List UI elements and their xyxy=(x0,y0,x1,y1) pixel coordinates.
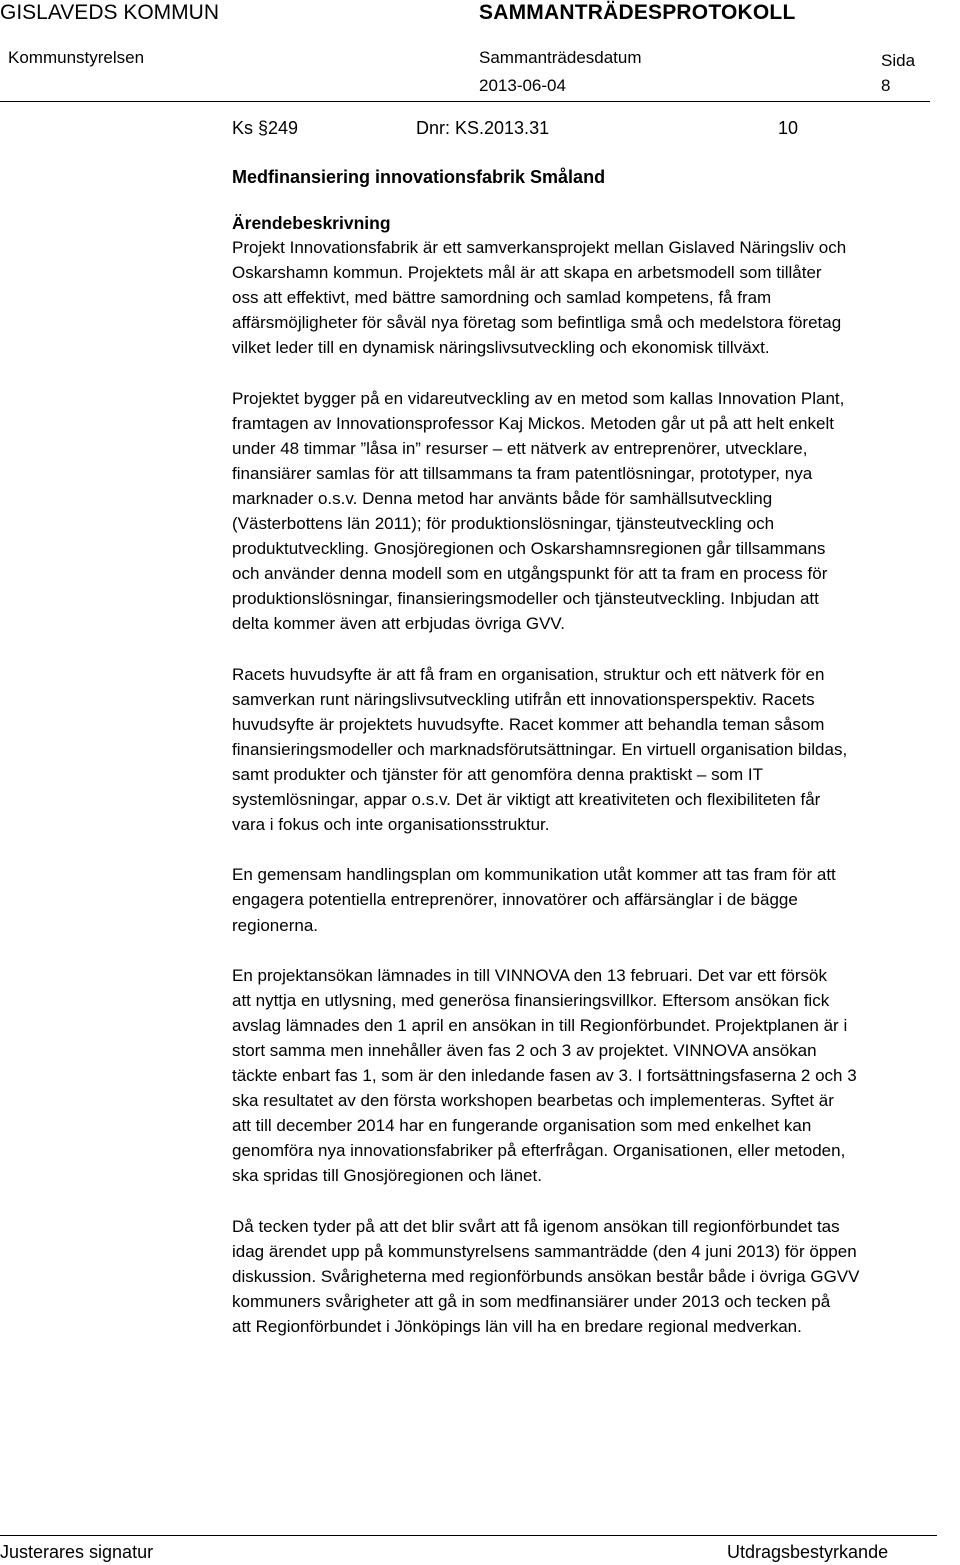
paragraph-line: idag ärendet upp på kommunstyrelsens sammanträdde (den 4 juni 2013) för öppen xyxy=(232,1241,857,1261)
meeting-date-label: Sammanträdesdatum xyxy=(479,48,642,67)
paragraph-line: framtagen av Innovationsprofessor Kaj Mickos. Metoden går ut på att helt enkelt xyxy=(232,413,834,433)
paragraph-line: finansiärer samlas för att tillsammans ta fram patentlösningar, prototyper, nya xyxy=(232,463,813,483)
paragraph-line: (Västerbottens län 2011); för produktionslösningar, tjänsteutveckling och xyxy=(232,514,775,534)
certification-label: Utdragsbestyrkande xyxy=(727,1542,889,1562)
body-paragraph xyxy=(232,963,960,1189)
page-label: Sida xyxy=(881,51,916,70)
paragraph-line: kommuners svårigheter att gå in som medfinansiärer under 2013 och tecken på xyxy=(232,1291,831,1311)
paragraph-line: En gemensam handlingsplan om kommunikation utåt kommer att tas fram för att xyxy=(232,865,836,885)
footer-divider xyxy=(0,1535,937,1536)
case-title: Medfinansiering innovationsfabrik Småland xyxy=(232,167,606,187)
paragraph-line: vara i fokus och inte organisationsstruktur. xyxy=(232,815,550,835)
page-number: 8 xyxy=(881,76,891,95)
paragraph-line: Oskarshamn kommun. Projektets mål är att skapa en arbetsmodell som tillåter xyxy=(232,263,822,283)
paragraph-line: Då tecken tyder på att det blir svårt att få igenom ansökan till regionförbundet tas xyxy=(232,1216,840,1236)
paragraph-line: ska spridas till Gnosjöregionen och länet. xyxy=(232,1166,542,1186)
paragraph-line: diskussion. Svårigheterna med regionförbunds ansökan består både i övriga GGVV xyxy=(232,1266,860,1286)
paragraph-line: Racets huvudsyfte är att få fram en organisation, struktur och ett nätverk för en xyxy=(232,664,825,684)
paragraph-line: produktionslösningar, finansieringsmodeller och tjänsteutveckling. Inbjudan att xyxy=(232,589,819,609)
paragraph-line: finansieringsmodeller och marknadsförutsättningar. En virtuell organisation bildas, xyxy=(232,739,848,759)
paragraph-line: vilket leder till en dynamisk näringslivsutveckling och ekonomisk tillväxt. xyxy=(232,338,770,358)
paragraph-line: Projekt Innovationsfabrik är ett samverkansprojekt mellan Gislaved Näringsliv och xyxy=(232,238,847,257)
body-paragraph xyxy=(232,386,960,637)
meeting-date-value: 2013-06-04 xyxy=(479,76,566,95)
section-heading: Ärendebeskrivning xyxy=(232,213,391,233)
paragraph-line: stort samma men innehåller även fas 2 och 3 av projektet. VINNOVA ansökan xyxy=(232,1041,817,1060)
paragraph-line: En projektansökan lämnades in till VINNOVA den 13 februari. Det var ett försök xyxy=(232,965,827,985)
paragraph-reference: Ks §249 xyxy=(232,118,299,138)
body-paragraph xyxy=(232,1214,960,1339)
document-type: SAMMANTRÄDESPROTOKOLL xyxy=(479,1,796,24)
organization-name: GISLAVEDS KOMMUN xyxy=(0,1,219,24)
paragraph-line: delta kommer även att erbjudas övriga GVV. xyxy=(232,614,565,634)
signature-label: Justerares signatur xyxy=(0,1542,154,1562)
header-divider xyxy=(0,101,930,102)
paragraph-line: samt produkter och tjänster för att genomföra denna praktiskt – som IT xyxy=(232,764,764,784)
paragraph-line: oss att effektivt, med bättre samordning och samlad kompetens, få fram xyxy=(232,288,772,308)
committee-name: Kommunstyrelsen xyxy=(8,48,145,67)
paragraph-list xyxy=(232,235,960,1339)
paragraph-line: regionerna. xyxy=(232,915,319,935)
paragraph-line: huvudsyfte är projektets huvudsyfte. Racet kommer att behandla teman såsom xyxy=(232,714,825,734)
body-paragraph xyxy=(232,862,960,937)
paragraph-line: att nyttja en utlysning, med generösa finansieringsvillkor. Eftersom ansökan fick xyxy=(232,990,830,1010)
diary-number: Dnr: KS.2013.31 xyxy=(416,118,550,138)
paragraph-line: att Regionförbundet i Jönköpings län vill ha en bredare regional medverkan. xyxy=(232,1317,802,1337)
paragraph-line: avslag lämnades den 1 april en ansökan in till Regionförbundet. Projektplanen är i xyxy=(232,1015,848,1035)
paragraph-line: och använder denna modell som en utgångspunkt för att ta fram en process för xyxy=(232,564,828,584)
body-paragraph xyxy=(232,662,960,838)
paragraph-line: samverkan runt näringslivsutveckling utifrån ett innovationsperspektiv. Racets xyxy=(232,689,815,709)
case-number: 10 xyxy=(778,118,799,138)
paragraph-line: affärsmöjligheter för såväl nya företag som befintliga små och medelstora företag xyxy=(232,313,842,333)
paragraph-line: att till december 2014 har en fungerande organisation som med enkelhet kan xyxy=(232,1116,812,1136)
paragraph-line: engagera potentiella entreprenörer, innovatörer och affärsänglar i de bägge xyxy=(232,890,798,910)
document-body xyxy=(232,165,960,1364)
paragraph-line: Projektet bygger på en vidareutveckling av en metod som kallas Innovation Plant, xyxy=(232,388,845,408)
paragraph-line: täckte enbart fas 1, som är den inledande fasen av 3. I fortsättningsfaserna 2 och 3 xyxy=(232,1066,857,1086)
paragraph-line: under 48 timmar ”låsa in” resurser – ett nätverk av entreprenörer, utvecklare, xyxy=(232,438,808,458)
body-paragraph xyxy=(232,235,960,360)
paragraph-line: produktutveckling. Gnosjöregionen och Oskarshamnsregionen går tillsammans xyxy=(232,539,826,559)
paragraph-line: genomföra nya innovationsfabriker på efterfrågan. Organisationen, eller metoden, xyxy=(232,1141,846,1161)
paragraph-line: ska resultatet av den första workshopen bearbetas och implementeras. Syftet är xyxy=(232,1091,834,1111)
paragraph-line: systemlösningar, appar o.s.v. Det är viktigt att kreativiteten och flexibiliteten får xyxy=(232,790,821,810)
paragraph-line: marknader o.s.v. Denna metod har använts både för samhällsutveckling xyxy=(232,488,773,508)
